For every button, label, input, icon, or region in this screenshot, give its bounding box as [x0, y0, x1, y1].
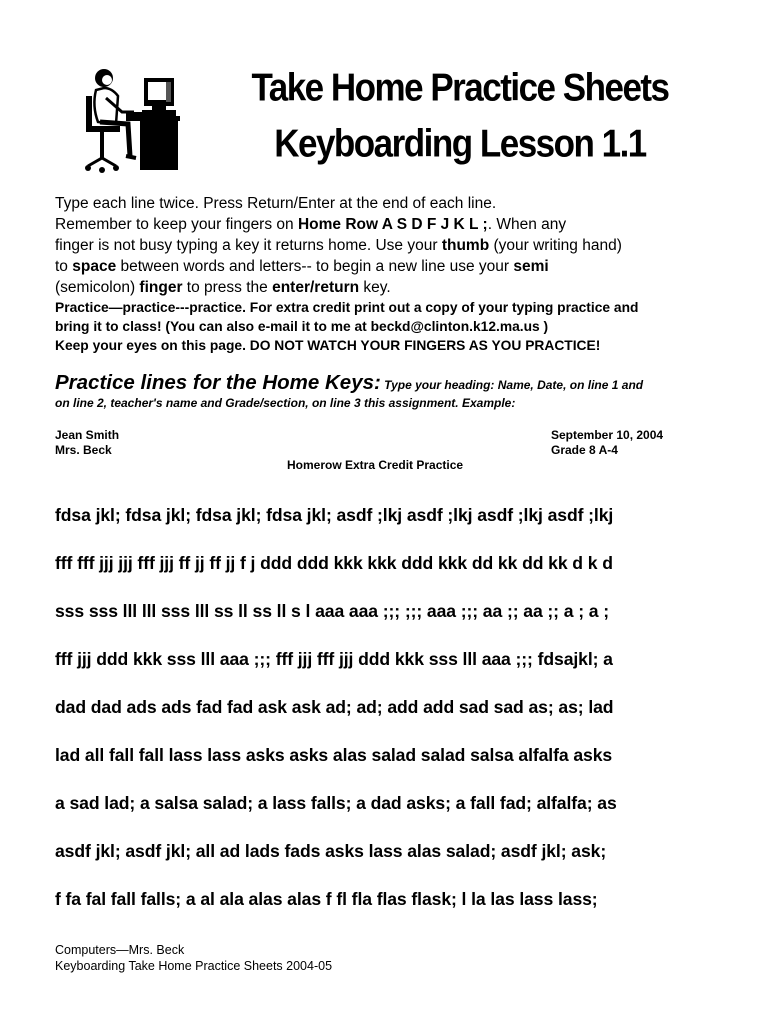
text: finger is not busy typing a key it returns home. Use your — [55, 237, 442, 254]
instruction-line: Type each line twice. Press Return/Enter at the end of each line. — [55, 195, 497, 212]
footer-line: Keyboarding Take Home Practice Sheets 2004-05 — [55, 959, 333, 973]
instruction-line — [55, 277, 745, 298]
section-note: Type your heading: Name, Date, on line 1 and — [380, 378, 644, 392]
text: to — [55, 258, 73, 275]
practice-line: asdf jkl; asdf jkl; all ad lads fads asks lass alas salad; asdf jkl; ask; — [55, 841, 607, 861]
instruction-line: Keep your eyes on this page. DO NOT WATCH YOUR FINGERS AS YOU PRACTICE! — [55, 338, 601, 353]
text: (your writing hand) — [489, 237, 622, 254]
example-teacher: Mrs. Beck — [55, 443, 112, 457]
text: between words and letters-- to begin a new line use your — [116, 258, 514, 275]
bold-text: finger — [139, 279, 183, 296]
footer-line: Computers—Mrs. Beck — [55, 943, 185, 957]
instruction-line: bring it to class! (You can also e-mail it to me at beckd@clinton.k12.ma.us ) — [55, 319, 549, 334]
instruction-line — [55, 256, 745, 277]
text: Remember to keep your fingers on — [55, 216, 298, 233]
instruction-line: Practice—practice---practice. For extra credit print out a copy of your typing practice and — [55, 300, 639, 315]
practice-line: dad dad ads ads fad fad ask ask ad; ad; add add sad sad as; as; lad — [55, 697, 614, 717]
text: key. — [359, 279, 391, 296]
practice-line: lad all fall fall lass lass asks asks alas salad salad salsa alfalfa asks — [55, 745, 613, 765]
practice-line: fff jjj ddd kkk sss lll aaa ;;; fff jjj fff jjj ddd kkk sss lll aaa ;;; fdsajkl; a — [55, 649, 613, 669]
bold-text: A S D F J K L ; — [378, 216, 488, 233]
instructions — [55, 193, 745, 355]
section-title: Practice lines for the Home Keys: — [55, 371, 381, 394]
text: (semicolon) — [55, 279, 140, 296]
instruction-line — [55, 214, 745, 235]
practice-line: f fa fal fall falls; a al ala alas alas f fl fla flas flask; l la las lass lass; — [55, 889, 598, 909]
section-note: on line 2, teacher's name and Grade/section, on line 3 this assignment. Example: — [55, 396, 516, 410]
example-name: Jean Smith — [55, 428, 120, 442]
page-title: Take Home Practice Sheets — [251, 66, 669, 110]
text: . When any — [487, 216, 567, 233]
practice-line: fdsa jkl; fdsa jkl; fdsa jkl; fdsa jkl; asdf ;lkj asdf ;lkj asdf ;lkj asdf ;lkj — [55, 505, 614, 525]
page-subtitle: Keyboarding Lesson 1.1 — [274, 122, 646, 166]
example-assignment: Homerow Extra Credit Practice — [287, 458, 464, 472]
instruction-line — [55, 235, 745, 256]
practice-heading — [55, 371, 755, 410]
person-at-computer-icon — [82, 66, 182, 174]
practice-line: a sad lad; a salsa salad; a lass falls; a dad asks; a fall fad; alfalfa; as — [55, 793, 617, 813]
practice-lines — [55, 503, 755, 935]
bold-text: thumb — [441, 237, 490, 254]
bold-text: space — [72, 258, 117, 275]
footer — [55, 942, 332, 974]
practice-line: sss sss lll lll sss lll ss ll ss ll s l aaa aaa ;;; ;;; aaa ;;; aa ;; aa ;; a ; a ; — [55, 601, 609, 621]
bold-text: semi — [513, 258, 549, 275]
text: to press the — [182, 279, 273, 296]
bold-text: enter/return — [272, 279, 360, 296]
practice-line: fff fff jjj jjj fff jjj ff jj ff jj f j ddd ddd kkk kkk ddd kkk dd kk dd kk d k d — [55, 553, 613, 573]
bold-text: Home Row — [297, 216, 379, 233]
example-date: September 10, 2004 — [551, 428, 664, 442]
example-grade: Grade 8 A-4 — [551, 443, 618, 457]
